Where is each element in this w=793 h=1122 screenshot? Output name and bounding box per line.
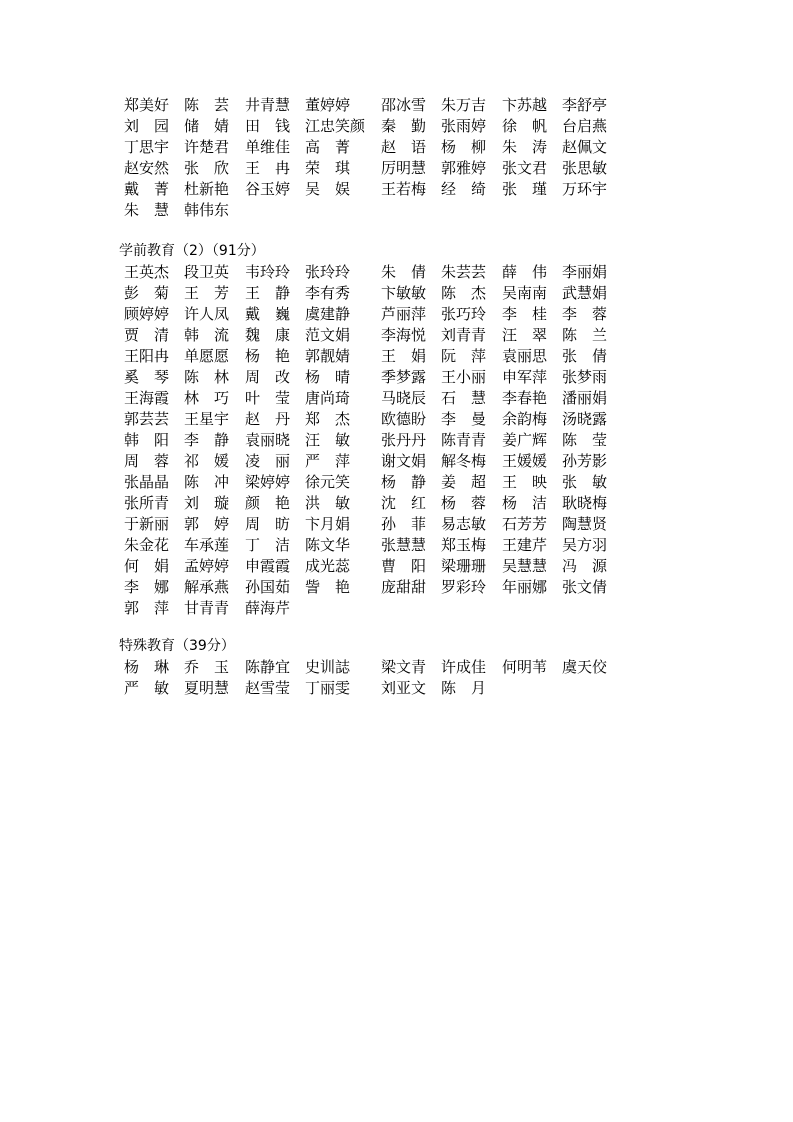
student-name: 李 蓉 [562, 305, 608, 323]
student-name: 郭 萍 [124, 599, 170, 617]
student-name: 张 倩 [562, 347, 608, 365]
section-heading: 特殊教育（39分） [119, 638, 235, 654]
student-name: 陈 冲 [184, 473, 230, 491]
student-name: 卞月娟 [305, 515, 351, 533]
student-name: 戴 巍 [245, 305, 291, 323]
student-name: 汤晓露 [562, 410, 608, 428]
student-name: 丁思宇 [124, 138, 170, 156]
student-name: 张 瑾 [502, 180, 548, 198]
student-name: 吴南南 [502, 284, 548, 302]
student-name: 赵 语 [381, 138, 427, 156]
student-name: 何 娟 [124, 557, 170, 575]
student-name: 李 曼 [441, 410, 487, 428]
student-name: 朱芸芸 [441, 263, 487, 281]
student-name: 张文君 [502, 159, 548, 177]
student-name: 张 敏 [562, 473, 608, 491]
student-name: 祁 媛 [184, 452, 230, 470]
student-name: 周 改 [245, 368, 291, 386]
student-name: 訾 艳 [305, 578, 351, 596]
student-name: 李 桂 [502, 305, 548, 323]
student-name: 韩伟东 [184, 201, 230, 219]
student-name: 杨 晴 [305, 368, 351, 386]
student-name: 陈 莹 [562, 431, 608, 449]
student-name: 厉明慧 [381, 159, 427, 177]
student-name: 余韵梅 [502, 410, 548, 428]
student-name: 王媛媛 [502, 452, 548, 470]
student-name: 许人凤 [184, 305, 230, 323]
student-name: 谷玉婷 [245, 180, 291, 198]
student-name: 吴慧慧 [502, 557, 548, 575]
student-name: 郑 杰 [305, 410, 351, 428]
student-name: 叶 莹 [245, 389, 291, 407]
student-name: 沈 红 [381, 494, 427, 512]
student-name: 唐尚琦 [305, 389, 351, 407]
student-name: 姜广辉 [502, 431, 548, 449]
student-name: 韩 流 [184, 326, 230, 344]
student-name: 刘亚文 [381, 679, 427, 697]
student-name: 李春艳 [502, 389, 548, 407]
student-name: 许楚君 [184, 138, 230, 156]
student-name: 万环宇 [562, 180, 608, 198]
student-name: 台启燕 [562, 117, 608, 135]
student-name: 甘青青 [184, 599, 230, 617]
student-name: 徐元笑 [305, 473, 351, 491]
student-name: 朱金花 [124, 536, 170, 554]
student-name: 张文倩 [562, 578, 608, 596]
student-name: 杨 洁 [502, 494, 548, 512]
student-name: 张 欣 [184, 159, 230, 177]
student-name: 王 芳 [184, 284, 230, 302]
student-name: 陈静宜 [245, 658, 291, 676]
student-name: 赵雪莹 [245, 679, 291, 697]
student-name: 丁 洁 [245, 536, 291, 554]
student-name: 李舒亭 [562, 96, 608, 114]
student-name: 储 婧 [184, 117, 230, 135]
student-name: 郭雅婷 [441, 159, 487, 177]
student-name: 解承燕 [184, 578, 230, 596]
student-name: 许成佳 [441, 658, 487, 676]
student-name: 曹 阳 [381, 557, 427, 575]
student-name: 徐 帆 [502, 117, 548, 135]
student-name: 石 慧 [441, 389, 487, 407]
student-name: 陈文华 [305, 536, 351, 554]
student-name: 郭 婷 [184, 515, 230, 533]
student-name: 江忠笑颜 [305, 117, 366, 135]
student-name: 夏明慧 [184, 679, 230, 697]
student-name: 成光蕊 [305, 557, 351, 575]
student-name: 于新丽 [124, 515, 170, 533]
student-name: 韩 阳 [124, 431, 170, 449]
student-name: 戴 菁 [124, 180, 170, 198]
student-name: 李 娜 [124, 578, 170, 596]
student-name: 韦玲玲 [245, 263, 291, 281]
student-name: 赵 丹 [245, 410, 291, 428]
student-name: 刘 璇 [184, 494, 230, 512]
student-name: 王 静 [245, 284, 291, 302]
student-name: 秦 勤 [381, 117, 427, 135]
student-name: 凌 丽 [245, 452, 291, 470]
student-name: 邵冰雪 [381, 96, 427, 114]
student-name: 芦丽萍 [381, 305, 427, 323]
student-name: 张思敏 [562, 159, 608, 177]
student-name: 孙国茹 [245, 578, 291, 596]
student-name: 王若梅 [381, 180, 427, 198]
student-name: 潘丽娟 [562, 389, 608, 407]
student-name: 孙 菲 [381, 515, 427, 533]
student-name: 石芳芳 [502, 515, 548, 533]
student-name: 周 蓉 [124, 452, 170, 470]
student-name: 郭芸芸 [124, 410, 170, 428]
student-name: 田 钱 [245, 117, 291, 135]
student-name: 庞甜甜 [381, 578, 427, 596]
student-name: 林 巧 [184, 389, 230, 407]
student-name: 王星宇 [184, 410, 230, 428]
student-name: 卞敏敏 [381, 284, 427, 302]
student-name: 王 冉 [245, 159, 291, 177]
student-name: 汪 翠 [502, 326, 548, 344]
student-name: 高 菁 [305, 138, 351, 156]
student-name: 范文娟 [305, 326, 351, 344]
student-name: 姜 超 [441, 473, 487, 491]
student-name: 卞苏越 [502, 96, 548, 114]
student-name: 张晶晶 [124, 473, 170, 491]
student-name: 梁婷婷 [245, 473, 291, 491]
student-name: 杨 琳 [124, 658, 170, 676]
student-name: 单维佳 [245, 138, 291, 156]
student-name: 刘 园 [124, 117, 170, 135]
student-name: 朱 慧 [124, 201, 170, 219]
student-name: 谢文娟 [381, 452, 427, 470]
student-name: 朱 涛 [502, 138, 548, 156]
student-name: 经 绮 [441, 180, 487, 198]
student-name: 陶慧贤 [562, 515, 608, 533]
student-name: 赵安然 [124, 159, 170, 177]
student-name: 张所青 [124, 494, 170, 512]
student-name: 周 昉 [245, 515, 291, 533]
student-name: 罗彩玲 [441, 578, 487, 596]
student-name: 王英杰 [124, 263, 170, 281]
student-name: 陈青青 [441, 431, 487, 449]
student-name: 杨 蓉 [441, 494, 487, 512]
student-name: 李 静 [184, 431, 230, 449]
student-name: 乔 玉 [184, 658, 230, 676]
student-name: 陈 林 [184, 368, 230, 386]
student-name: 王建芹 [502, 536, 548, 554]
student-name: 梁珊珊 [441, 557, 487, 575]
student-name: 朱 倩 [381, 263, 427, 281]
student-name: 颜 艳 [245, 494, 291, 512]
student-name: 严 萍 [305, 452, 351, 470]
student-name: 张慧慧 [381, 536, 427, 554]
student-name: 奚 琴 [124, 368, 170, 386]
student-name: 郭靓婧 [305, 347, 351, 365]
student-name: 张巧玲 [441, 305, 487, 323]
student-name: 袁丽晓 [245, 431, 291, 449]
student-name: 汪 敏 [305, 431, 351, 449]
student-name: 欧德盼 [381, 410, 427, 428]
student-name: 马晓辰 [381, 389, 427, 407]
student-name: 陈 杰 [441, 284, 487, 302]
student-name: 顾婷婷 [124, 305, 170, 323]
student-name: 孙芳影 [562, 452, 608, 470]
student-name: 王海霞 [124, 389, 170, 407]
student-name: 严 敏 [124, 679, 170, 697]
student-name: 季梦露 [381, 368, 427, 386]
student-name: 王 映 [502, 473, 548, 491]
student-name: 刘青青 [441, 326, 487, 344]
student-name: 史训誌 [305, 658, 351, 676]
student-name: 王 娟 [381, 347, 427, 365]
student-name: 薛海芹 [245, 599, 291, 617]
student-name: 段卫英 [184, 263, 230, 281]
student-name: 易志敏 [441, 515, 487, 533]
student-name: 袁丽思 [502, 347, 548, 365]
student-name: 杨 柳 [441, 138, 487, 156]
student-name: 虞天佼 [562, 658, 608, 676]
student-name: 申霞霞 [245, 557, 291, 575]
student-name: 井青慧 [245, 96, 291, 114]
student-name: 何明苇 [502, 658, 548, 676]
student-name: 虞建静 [305, 305, 351, 323]
student-name: 解冬梅 [441, 452, 487, 470]
student-name: 武慧娟 [562, 284, 608, 302]
student-name: 郑美好 [124, 96, 170, 114]
student-name: 彭 菊 [124, 284, 170, 302]
student-name: 贾 清 [124, 326, 170, 344]
student-name: 梁文青 [381, 658, 427, 676]
student-name: 张玲玲 [305, 263, 351, 281]
student-name: 李有秀 [305, 284, 351, 302]
student-name: 杜新艳 [184, 180, 230, 198]
student-name: 洪 敏 [305, 494, 351, 512]
student-name: 董婷婷 [305, 96, 351, 114]
section-heading: 学前教育（2）（91分） [119, 243, 265, 259]
student-name: 张梦雨 [562, 368, 608, 386]
student-name: 单愿愿 [184, 347, 230, 365]
student-name: 魏 康 [245, 326, 291, 344]
student-name: 杨 艳 [245, 347, 291, 365]
student-name: 孟婷婷 [184, 557, 230, 575]
student-name: 王阳冉 [124, 347, 170, 365]
student-name: 陈 芸 [184, 96, 230, 114]
student-name: 杨 静 [381, 473, 427, 491]
student-name: 荣 琪 [305, 159, 351, 177]
student-name: 车承莲 [184, 536, 230, 554]
student-name: 冯 源 [562, 557, 608, 575]
student-name: 薛 伟 [502, 263, 548, 281]
student-name: 朱万吉 [441, 96, 487, 114]
student-name: 郑玉梅 [441, 536, 487, 554]
student-name: 李海悦 [381, 326, 427, 344]
student-name: 陈 月 [441, 679, 487, 697]
student-name: 丁丽雯 [305, 679, 351, 697]
student-name: 王小丽 [441, 368, 487, 386]
student-name: 吴 娱 [305, 180, 351, 198]
student-name: 阮 萍 [441, 347, 487, 365]
student-name: 张丹丹 [381, 431, 427, 449]
student-name: 年丽娜 [502, 578, 548, 596]
student-name: 申军萍 [502, 368, 548, 386]
student-name: 张雨婷 [441, 117, 487, 135]
student-name: 赵佩文 [562, 138, 608, 156]
student-name: 耿晓梅 [562, 494, 608, 512]
student-name: 李丽娟 [562, 263, 608, 281]
student-name: 陈 兰 [562, 326, 608, 344]
student-name: 吴方羽 [562, 536, 608, 554]
